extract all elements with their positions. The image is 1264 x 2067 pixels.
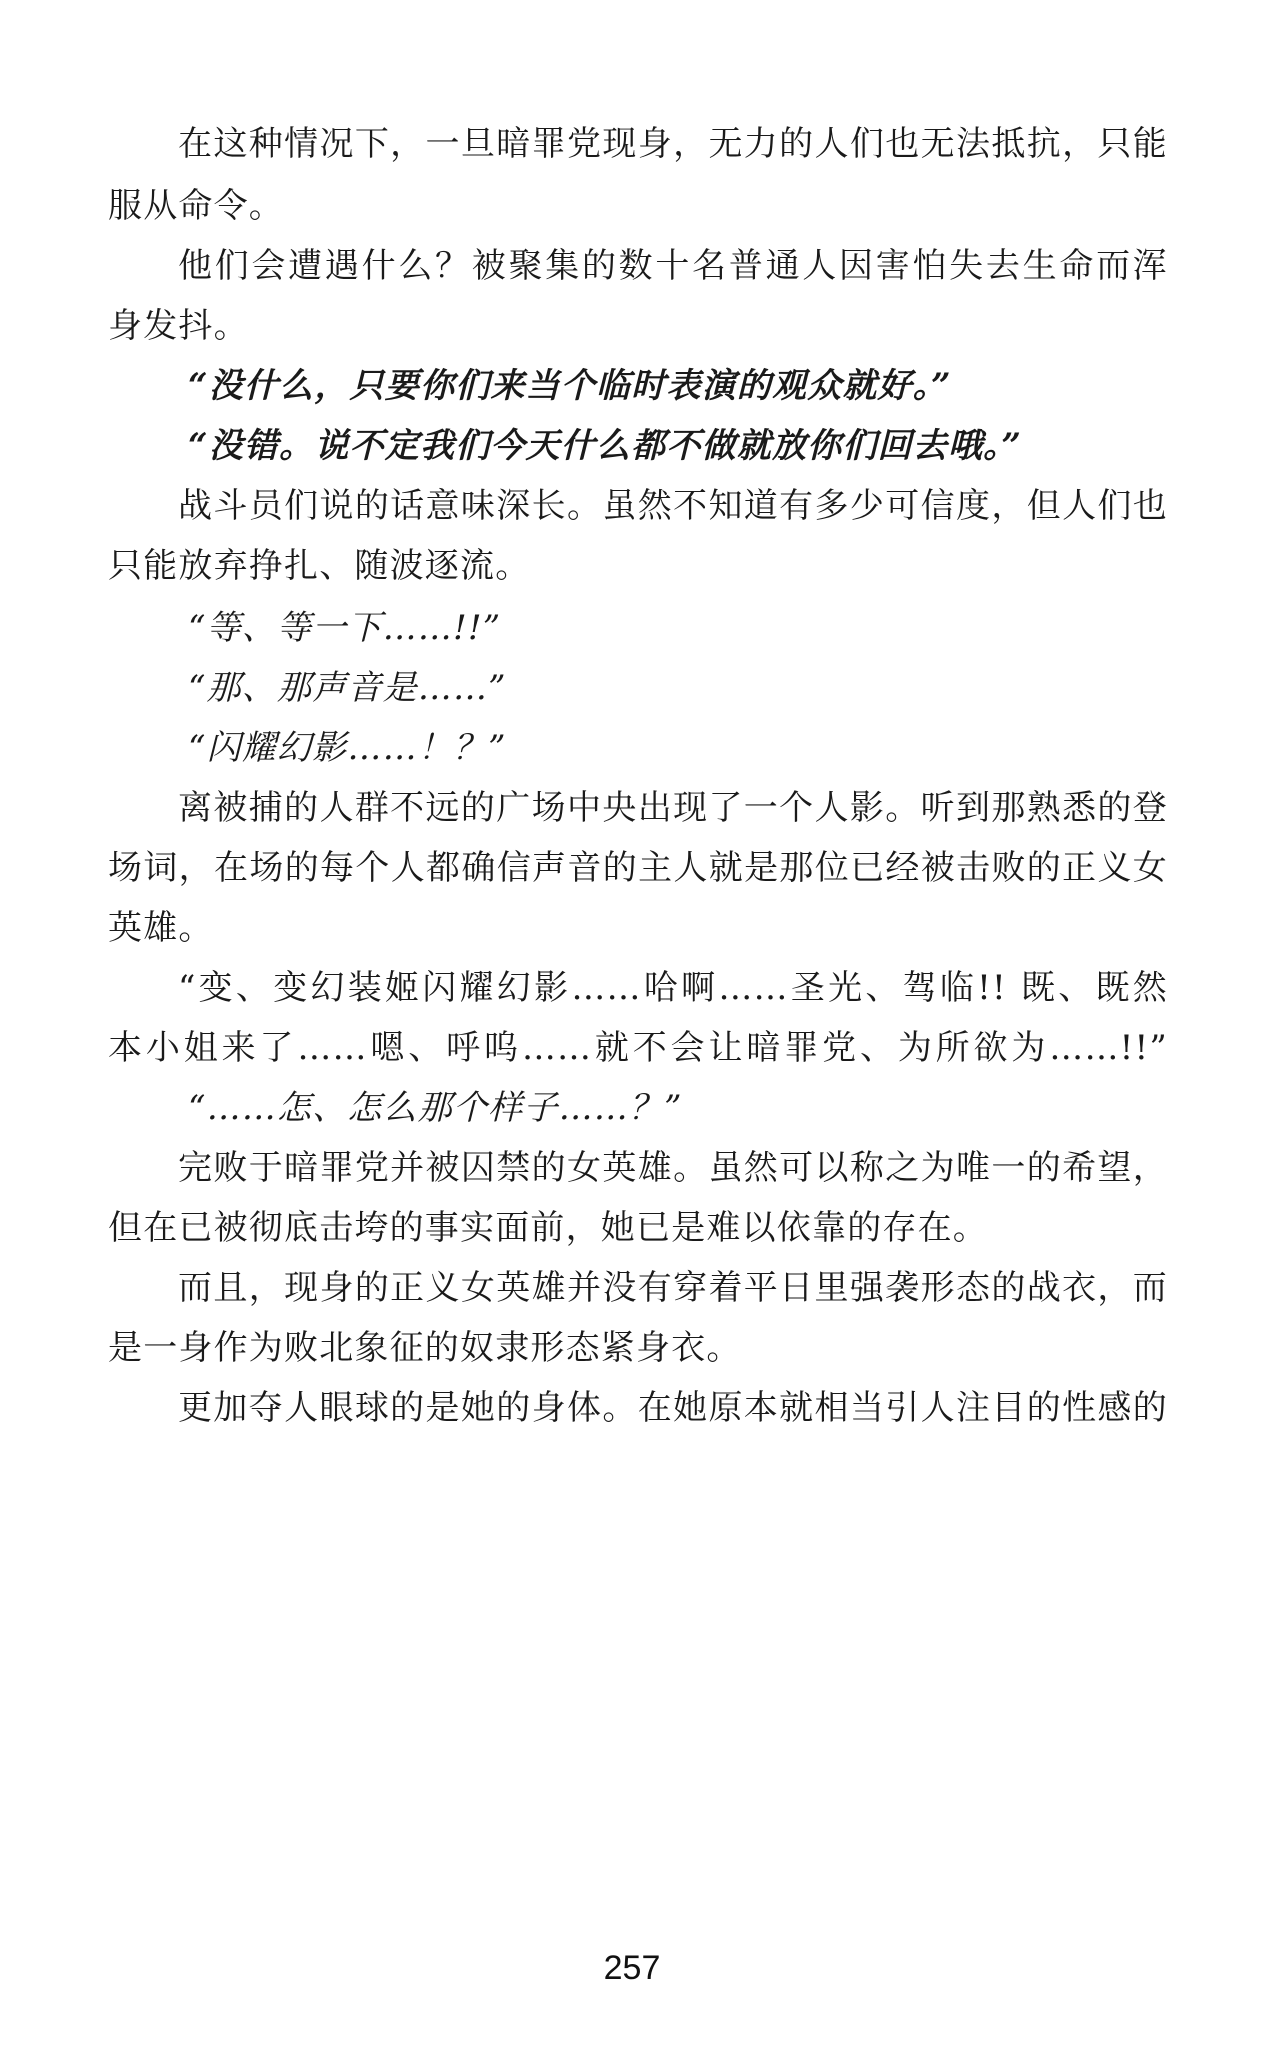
text-line: 是一身作为败北象征的奴隶形态紧身衣。 (108, 1328, 742, 1368)
dialogue-line: “那、那声音是……” (188, 668, 507, 708)
text-line: 完败于暗罪党并被囚禁的女英雄。虽然可以称之为唯一的希望， (178, 1148, 1168, 1188)
text-line: 英雄。 (108, 908, 214, 948)
text-line: 但在已被彻底击垮的事实面前，她已是难以依靠的存在。 (108, 1208, 988, 1248)
text-line: 服从命令。 (108, 186, 284, 226)
dialogue-line: 本小姐来了……嗯、呼呜……就不会让暗罪党、为所欲为……!!” (108, 1028, 1168, 1068)
dialogue-line: “闪耀幻影……！？” (188, 728, 507, 768)
dialogue-line: “没什么，只要你们来当个临时表演的观众就好。” (188, 366, 952, 406)
dialogue-line: “……怎、怎么那个样子……？” (188, 1088, 683, 1128)
text-line: 离被捕的人群不远的广场中央出现了一个人影。听到那熟悉的登 (178, 788, 1168, 828)
text-line: 他们会遭遇什么？被聚集的数十名普通人因害怕失去生命而浑 (178, 246, 1168, 286)
page-number: 257 (603, 1949, 661, 1987)
text-line: 身发抖。 (108, 306, 249, 346)
text-line: 战斗员们说的话意味深长。虽然不知道有多少可信度，但人们也 (178, 486, 1168, 526)
text-line: 场词，在场的每个人都确信声音的主人就是那位已经被击败的正义女 (108, 848, 1168, 888)
dialogue-line: “没错。说不定我们今天什么都不做就放你们回去哦。” (188, 426, 1023, 466)
text-line: 而且，现身的正义女英雄并没有穿着平日里强袭形态的战衣，而 (178, 1268, 1168, 1308)
text-line: 在这种情况下，一旦暗罪党现身，无力的人们也无法抵抗，只能 (178, 124, 1168, 164)
text-line: 更加夺人眼球的是她的身体。在她原本就相当引人注目的性感的 (178, 1388, 1168, 1428)
dialogue-line: “等、等一下……!!” (188, 608, 502, 648)
dialogue-line: “变、变幻装姬闪耀幻影……哈啊……圣光、驾临!! 既、既然 (178, 968, 1168, 1008)
text-line: 只能放弃挣扎、随波逐流。 (108, 546, 531, 586)
